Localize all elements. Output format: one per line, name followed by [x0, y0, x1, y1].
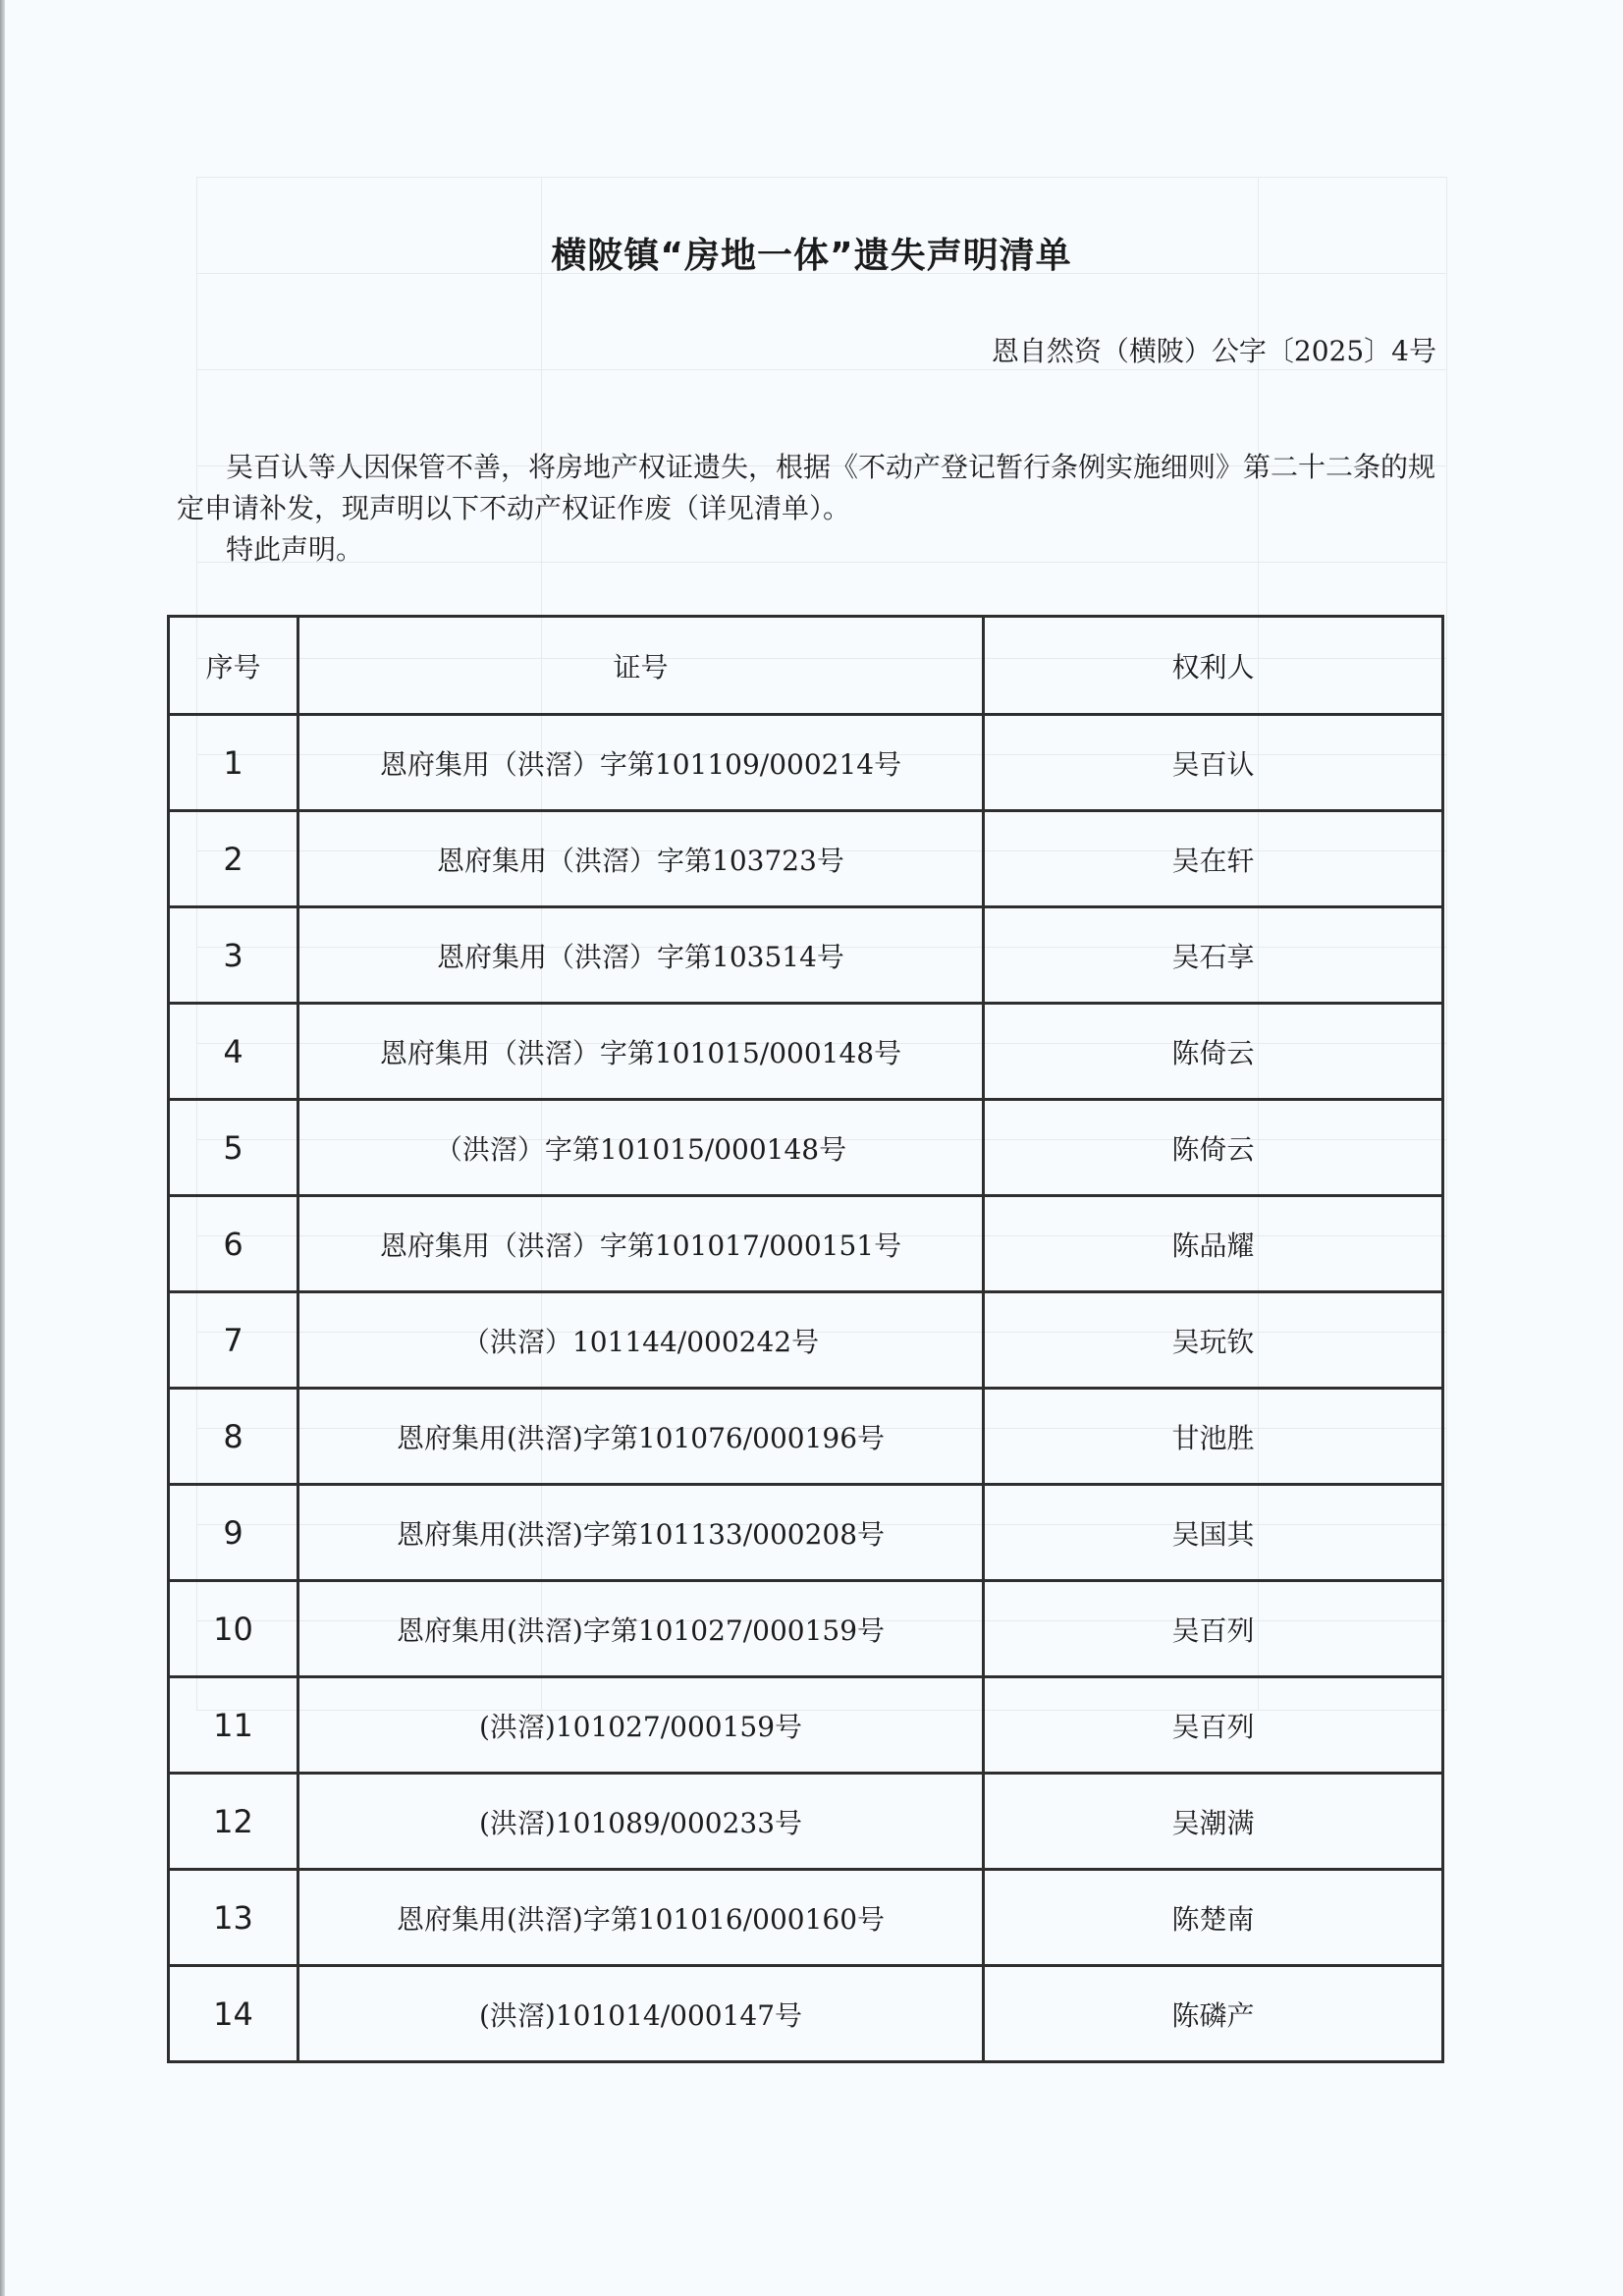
- certificate-number: 恩府集用（洪滘）字第101017/000151号: [298, 1196, 984, 1292]
- table-row: [169, 1870, 1443, 1966]
- serial-number: 3: [169, 907, 298, 1004]
- owner-name: 吴潮满: [984, 1774, 1443, 1870]
- certificate-number: 恩府集用（洪滘）字第103514号: [298, 907, 984, 1004]
- certificate-number: 恩府集用(洪滘)字第101133/000208号: [298, 1485, 984, 1581]
- serial-number: 4: [169, 1004, 298, 1100]
- lost-certificate-table: [167, 615, 1441, 2063]
- header-serial-number: 序号: [169, 617, 298, 715]
- certificate-number: 恩府集用（洪滘）字第103723号: [298, 811, 984, 907]
- declaration-body: [177, 447, 1453, 571]
- serial-number: 2: [169, 811, 298, 907]
- owner-name: 吴玩钦: [984, 1292, 1443, 1389]
- certificate-number: 恩府集用（洪滘）字第101109/000214号: [298, 715, 984, 811]
- serial-number: 11: [169, 1677, 298, 1774]
- serial-number: 8: [169, 1389, 298, 1485]
- serial-number: 12: [169, 1774, 298, 1870]
- table-row: [169, 1389, 1443, 1485]
- table-row: [169, 1292, 1443, 1389]
- serial-number: 5: [169, 1100, 298, 1196]
- serial-number: 6: [169, 1196, 298, 1292]
- table-row: [169, 811, 1443, 907]
- owner-name: 陈品耀: [984, 1196, 1443, 1292]
- serial-number: 10: [169, 1581, 298, 1677]
- owner-name: 吴百列: [984, 1677, 1443, 1774]
- owner-name: 陈楚南: [984, 1870, 1443, 1966]
- document-title: 横陂镇“房地一体”遗失声明清单: [551, 236, 1072, 276]
- certificate-number: 恩府集用(洪滘)字第101076/000196号: [298, 1389, 984, 1485]
- table-row: [169, 1581, 1443, 1677]
- table-row: [169, 1774, 1443, 1870]
- closing-statement: 特此声明。: [226, 533, 364, 566]
- owner-name: 陈倚云: [984, 1100, 1443, 1196]
- declaration-paragraph: 吴百认等人因保管不善，将房地产权证遗失，根据《不动产登记暂行条例实施细则》第二十二条的规定申请补发，现声明以下不动产权证作废（详见清单）。: [177, 451, 1436, 524]
- serial-number: 14: [169, 1966, 298, 2062]
- header-certificate-number: 证号: [298, 617, 984, 715]
- table-header-row: [169, 617, 1443, 715]
- certificate-number: 恩府集用(洪滘)字第101016/000160号: [298, 1870, 984, 1966]
- serial-number: 9: [169, 1485, 298, 1581]
- table-row: [169, 1004, 1443, 1100]
- serial-number: 13: [169, 1870, 298, 1966]
- header-owner: 权利人: [984, 617, 1443, 715]
- table-row: [169, 907, 1443, 1004]
- certificate-number: （洪滘）字第101015/000148号: [298, 1100, 984, 1196]
- certificate-number: (洪滘)101014/000147号: [298, 1966, 984, 2062]
- scan-edge: [0, 0, 5, 2296]
- serial-number: 1: [169, 715, 298, 811]
- table-row: [169, 1485, 1443, 1581]
- owner-name: 吴国其: [984, 1485, 1443, 1581]
- certificate-number: (洪滘)101089/000233号: [298, 1774, 984, 1870]
- table-row: [169, 1100, 1443, 1196]
- table-row: [169, 1966, 1443, 2062]
- table-row: [169, 1677, 1443, 1774]
- owner-name: 甘池胜: [984, 1389, 1443, 1485]
- certificate-number: 恩府集用(洪滘)字第101027/000159号: [298, 1581, 984, 1677]
- owner-name: 吴在轩: [984, 811, 1443, 907]
- certificate-number: （洪滘）101144/000242号: [298, 1292, 984, 1389]
- owner-name: 吴石享: [984, 907, 1443, 1004]
- owner-name: 陈磷产: [984, 1966, 1443, 2062]
- serial-number: 7: [169, 1292, 298, 1389]
- certificate-number: 恩府集用（洪滘）字第101015/000148号: [298, 1004, 984, 1100]
- owner-name: 吴百认: [984, 715, 1443, 811]
- owner-name: 陈倚云: [984, 1004, 1443, 1100]
- table-row: [169, 715, 1443, 811]
- table-row: [169, 1196, 1443, 1292]
- certificate-number: (洪滘)101027/000159号: [298, 1677, 984, 1774]
- owner-name: 吴百列: [984, 1581, 1443, 1677]
- document-number: 恩自然资（横陂）公字〔2025〕4号: [991, 335, 1436, 367]
